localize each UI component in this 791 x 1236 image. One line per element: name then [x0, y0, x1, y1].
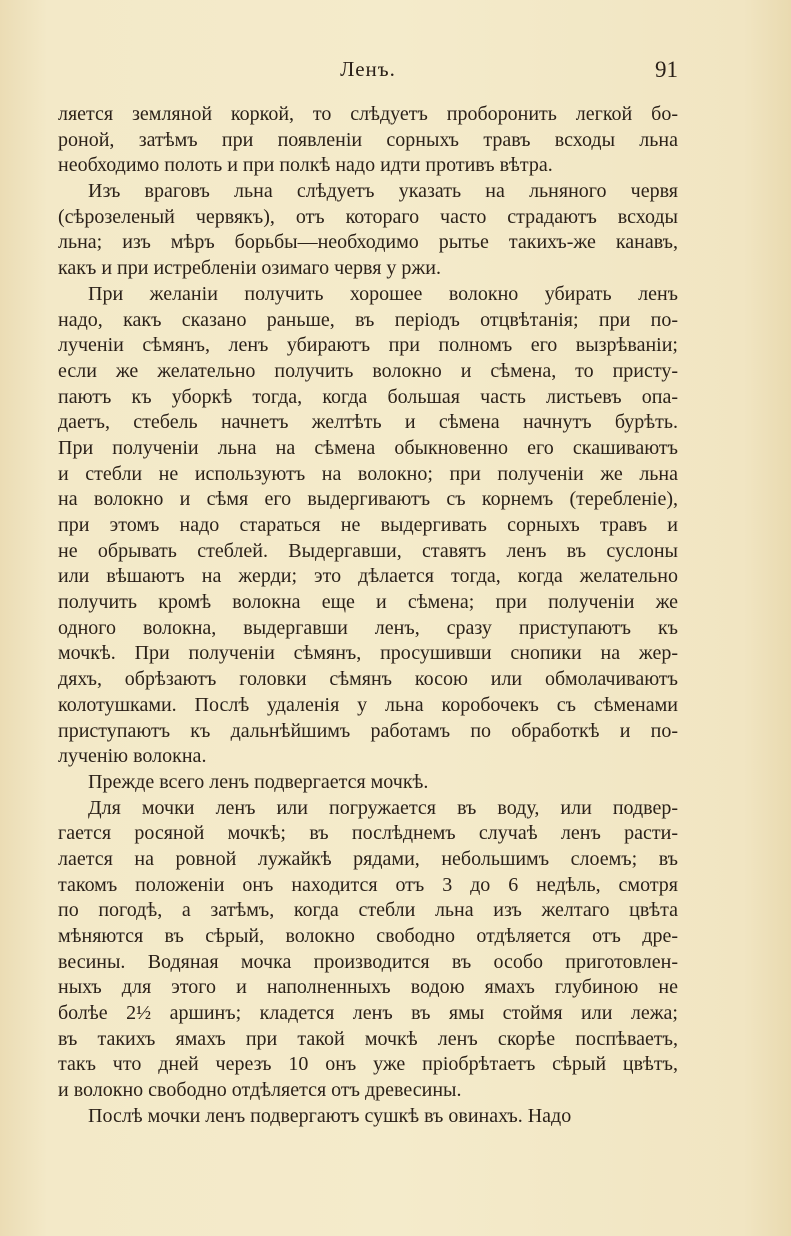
text-line: Изъ враговъ льна слѣдуетъ указать на льняного червя [88, 180, 678, 203]
text-line: при этомъ надо стараться не выдергивать сорныхъ травъ и [58, 514, 678, 536]
text-line: если же желательно получить волокно и сѣмена, то присту- [58, 359, 678, 382]
text-line: гается росяной мочкѣ; въ послѣднемъ случаѣ ленъ расти- [58, 822, 678, 845]
text-line: весины. Водяная мочка производится въ особо приготовлен- [58, 950, 678, 973]
text-line: колотушками. Послѣ удаленія у льна коробочекъ съ сѣменами [58, 693, 678, 716]
text-line: даетъ, стебель начнетъ желтѣть и сѣмена начнутъ бурѣть. [58, 411, 678, 434]
text-line: какъ и при истребленіи озимаго червя у ржи. [58, 257, 441, 280]
text-line: по погодѣ, а затѣмъ, когда стебли льна изъ желтаго цвѣта [58, 899, 678, 922]
text-line: При полученіи льна на сѣмена обыкновенно его скашиваютъ [58, 436, 678, 459]
text-line: льна; изъ мѣръ борьбы—необходимо рытье такихъ-же канавъ, [58, 231, 678, 254]
paragraph [58, 770, 678, 796]
text-line: роной, затѣмъ при появленіи сорныхъ травъ всходы льна [58, 128, 678, 151]
text-line: въ такихъ ямахъ при такой мочкѣ ленъ скорѣе поспѣваетъ, [58, 1027, 678, 1050]
text-line: лученію волокна. [58, 745, 207, 768]
running-title: Ленъ. [340, 57, 396, 81]
text-line: и стебли не используютъ на волокно; при полученіи же льна [58, 462, 678, 485]
text-line: приступаютъ къ дальнѣйшимъ работамъ по обработкѣ и по- [58, 719, 678, 742]
text-line: При желаніи получить хорошее волокно убирать ленъ [88, 282, 678, 305]
text-line: и волокно свободно отдѣляется отъ древесины. [58, 1079, 462, 1102]
paragraph [58, 1104, 678, 1130]
text-line: дяхъ, обрѣзаютъ головки сѣмянъ косою или обмолачиваютъ [58, 668, 678, 691]
text-line: или вѣшаютъ на жерди; это дѣлается тогда, когда желательно [58, 565, 678, 588]
text-line: Прежде всего ленъ подвергается мочкѣ. [88, 770, 429, 793]
text-line: лученіи сѣмянъ, ленъ убираютъ при полномъ его вызрѣваніи; [58, 334, 678, 357]
text-line: такъ что дней черезъ 10 онъ уже пріобрѣтаетъ сѣрый цвѣтъ, [58, 1053, 678, 1076]
text-line: мѣняются въ сѣрый, волокно свободно отдѣляется отъ дре- [58, 925, 678, 947]
text-line: одного волокна, выдергавши ленъ, сразу приступаютъ къ [58, 616, 678, 639]
text-line: необходимо полоть и при полкѣ надо идти противъ вѣтра. [58, 154, 553, 177]
text-line: не обрывать стеблей. Выдергавши, ставятъ ленъ въ суслоны [58, 539, 678, 562]
text-line: такомъ положеніи онъ находится отъ 3 до 6 недѣль, смотря [58, 873, 678, 896]
text-line: Послѣ мочки ленъ подвергаютъ сушкѣ въ овинахъ. Надо [88, 1104, 572, 1127]
paragraph [58, 102, 678, 179]
paragraph [58, 796, 678, 1104]
text-line: лается на ровной лужайкѣ рядами, небольшимъ слоемъ; въ [58, 847, 678, 870]
text-line: болѣе 2½ аршинъ; кладется ленъ въ ямы стоймя или лежа; [58, 1002, 678, 1025]
text-line: ляется земляной коркой, то слѣдуетъ проборонить легкой бо- [58, 103, 678, 125]
text-line: надо, какъ сказано раньше, въ періодъ отцвѣтанія; при по- [58, 308, 678, 331]
text-line: Для мочки ленъ или погружается въ воду, или подвер- [88, 796, 678, 819]
text-line: на волокно и сѣмя его выдергиваютъ съ корнемъ (теребленіе), [58, 488, 678, 511]
text-line: (сѣрозеленый червякъ), отъ котораго часто страдаютъ всходы [58, 205, 678, 228]
text-line: получить кромѣ волокна еще и сѣмена; при полученіи же [58, 591, 678, 614]
page-header [58, 57, 678, 91]
paragraph [58, 179, 678, 282]
text-line: паютъ къ уборкѣ тогда, когда большая часть листьевъ опа- [58, 385, 678, 408]
page-number: 91 [655, 57, 678, 82]
text-line: мочкѣ. При полученіи сѣмянъ, просушивши снопики на жер- [58, 642, 678, 665]
text-line: ныхъ для этого и наполненныхъ водою ямахъ глубиною не [58, 976, 678, 999]
body-text [58, 102, 678, 1130]
paragraph [58, 282, 678, 770]
